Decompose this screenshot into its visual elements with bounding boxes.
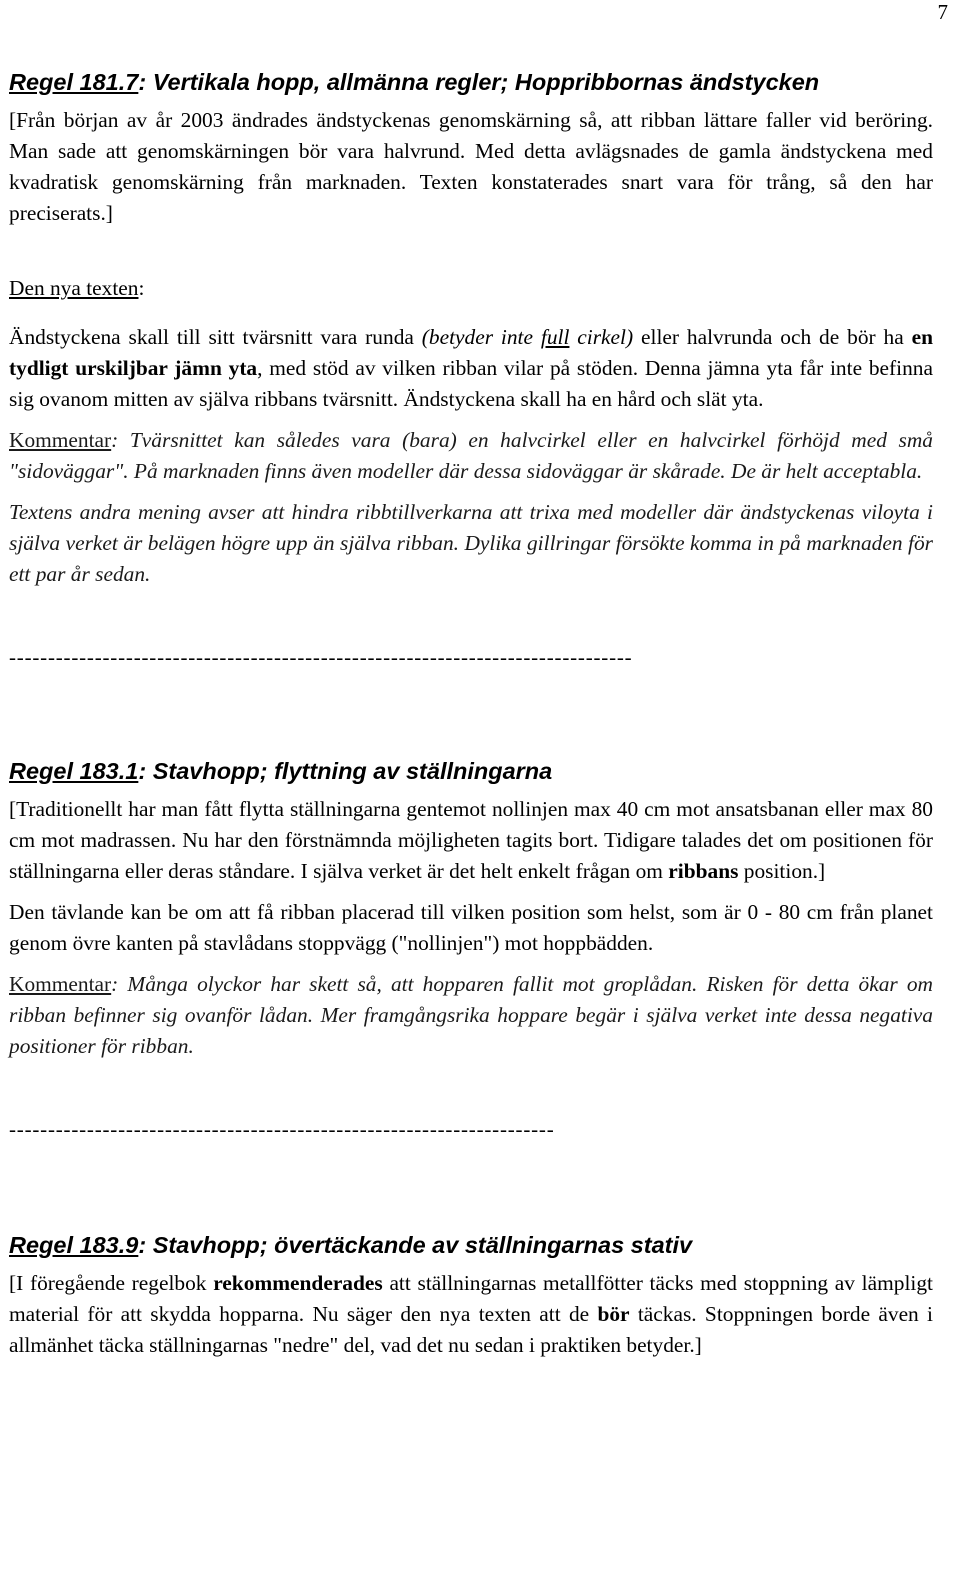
body-text: Ändstyckena skall till sitt tvärsnitt vara runda xyxy=(9,325,422,349)
rule-183-1-comment xyxy=(9,969,933,1062)
rule-181-7-intro: [Från början av år 2003 ändrades ändstyckenas genomskärning så, att ribban lättare faller vid beröring. Man sade att genomskärningen bör vara halvrund. Med detta avlägsnades de gamla ändstyckena med kvadratisk genomskärning från marknaden. Texten konstaterades snart vara för trång, så den har preciserats.] xyxy=(9,108,933,225)
body-parenthetical xyxy=(422,325,633,349)
comment-label: Kommentar xyxy=(9,428,112,452)
rule-number: Regel 181.7 xyxy=(9,69,139,95)
new-text-colon: : xyxy=(138,276,145,300)
section-divider: -------------------------------------------------------------------------------- xyxy=(9,645,633,669)
rule-number: Regel 183.1 xyxy=(9,758,139,784)
rule-183-1-section xyxy=(9,757,933,1062)
page-number: 7 xyxy=(937,0,948,24)
rule-181-7-section xyxy=(9,68,933,590)
section-divider: ---------------------------------------------------------------------- xyxy=(9,1117,555,1141)
body-full-word: full xyxy=(540,325,570,349)
rule-183-1-heading xyxy=(9,757,933,786)
rule-183-1-body: Den tävlande kan be om att få ribban placerad till vilken position som helst, som är 0 - 80 cm från planet genom övre kanten på stavlådans stoppvägg ("nollinjen") mot hoppbädden. xyxy=(9,900,933,955)
comment-text: : Tvärsnittet kan således vara (bara) en halvcirkel eller en halvcirkel förhöjd med små "sidoväggar". På marknaden finns även modeller där dessa sidoväggar är skårade. De är helt acceptabla. xyxy=(9,428,933,483)
intro-bold-text: bör xyxy=(597,1302,630,1326)
page-content xyxy=(9,68,933,1361)
rule-183-9-section xyxy=(9,1231,933,1361)
comment-text: : Många olyckor har skett så, att hopparen fallit mot groplådan. Risken för detta ökar om ribban befinner sig ovanför lådan. Mer framgångsrika hoppare begär i själva verket inte dessa negativa positioner för ribban. xyxy=(9,972,933,1058)
intro-text: täckas. Stoppningen borde även i allmänhet täcka ställningarnas "nedre" del, vad det nu sedan i praktiken betyder.] xyxy=(9,1302,934,1357)
body-bold-text: en tydligt urskiljbar jämn yta xyxy=(9,325,933,380)
body-paren-start: (betyder inte xyxy=(421,325,541,349)
rule-181-7-note: Textens andra mening avser att hindra ribbtillverkarna att trixa med modeller där ändstyckenas viloyta i själva verket är belägen högre upp än själva ribban. Dylika gillringar försökte komma in på marknaden för ett par år sedan. xyxy=(9,500,933,586)
rule-181-7-heading xyxy=(9,68,933,97)
rule-number: Regel 183.9 xyxy=(9,1232,139,1258)
rule-181-7-body xyxy=(9,322,933,415)
rule-183-1-intro xyxy=(9,794,933,887)
rule-title: : Stavhopp; övertäckande av ställningarnas stativ xyxy=(138,1232,693,1258)
intro-text: att ställningarnas metallfötter täcks med stoppning av lämpligt material för att skydda hopparna. Nu säger den nya texten att de xyxy=(9,1271,933,1326)
body-paren-end: cirkel) xyxy=(569,325,634,349)
rule-183-9-intro xyxy=(9,1268,933,1361)
body-text: , med stöd av vilken ribban vilar på stöden. Denna jämna yta får inte befinna sig ovanom mitten av själva ribbans tvärsnitt. Ändstyckena skall ha en hård och slät yta. xyxy=(9,356,933,411)
rule-title: : Stavhopp; flyttning av ställningarna xyxy=(138,758,553,784)
intro-bold-text: rekommenderades xyxy=(213,1271,383,1295)
intro-text: position.] xyxy=(738,859,826,883)
rule-title: : Vertikala hopp, allmänna regler; Hoppribbornas ändstycken xyxy=(138,69,820,95)
rule-181-7-comment xyxy=(9,425,933,487)
comment-label: Kommentar xyxy=(9,972,112,996)
rule-183-9-heading xyxy=(9,1231,933,1260)
new-text-label: Den nya texten xyxy=(9,276,139,300)
intro-bold-text: ribbans xyxy=(668,859,739,883)
new-text-heading xyxy=(9,273,933,304)
body-text: eller halvrunda och de bör ha xyxy=(633,325,912,349)
intro-text: [Traditionellt har man fått flytta ställningarna gentemot nollinjen max 40 cm mot ansatsbanan eller max 80 cm mot madrassen. Nu har den förstnämnda möjligheten tagits bort. Tidigare talades det om positionen för ställningarna eller deras ståndare. I själva verket är det helt enkelt frågan om xyxy=(9,797,933,883)
intro-text: [I föregående regelbok xyxy=(9,1271,214,1295)
